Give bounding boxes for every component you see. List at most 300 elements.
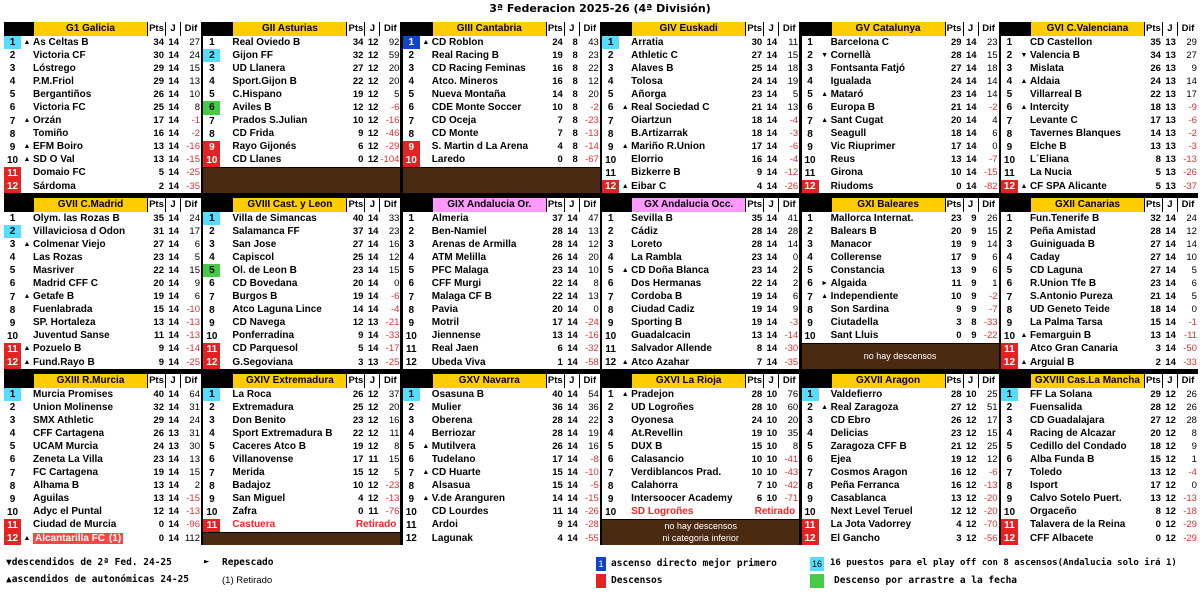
team-name (33, 454, 147, 466)
team-label: Orgaceño (1029, 506, 1077, 518)
descended-icon: ▼ (821, 51, 829, 59)
position: 4 (607, 76, 614, 88)
played: 14 (367, 212, 379, 224)
points: 28 (751, 225, 763, 237)
table-row (403, 453, 600, 466)
goal-difference: 13 (189, 75, 200, 87)
team-name (33, 415, 147, 427)
team-name (232, 304, 346, 316)
position: 2 (4, 225, 21, 238)
goal-difference: 15 (787, 49, 799, 61)
position: 5 (408, 441, 415, 453)
team-name (232, 441, 346, 453)
goal-difference: 5 (1191, 264, 1197, 276)
goal-difference: 2 (792, 278, 799, 290)
header-dif: Dif (979, 374, 999, 388)
team-name (33, 213, 147, 225)
repescado-icon: ► (821, 280, 829, 288)
position: 9 (807, 493, 813, 505)
points: 7 (557, 115, 563, 127)
team-label: Burgos B (232, 291, 278, 303)
table-row (203, 427, 400, 440)
goal-difference: -13 (186, 317, 200, 329)
position: 4 (9, 252, 16, 264)
points: 28 (1150, 225, 1161, 237)
points: 20 (950, 115, 962, 127)
team-label: La Roca (232, 388, 272, 400)
goal-difference: 6 (194, 291, 200, 303)
team-name (831, 76, 945, 88)
standings-rows (203, 36, 400, 167)
position: 6 (9, 454, 16, 466)
team-label: La Jota Vadorrey (830, 519, 912, 531)
group-table (602, 198, 799, 369)
goal-difference: -15 (983, 167, 998, 179)
team-label: Lóstrego (33, 62, 76, 74)
team-name (1030, 76, 1144, 88)
group-table (4, 374, 201, 545)
standings-grid (4, 22, 1198, 545)
header-dif: Dif (779, 198, 799, 212)
team-label: Villarreal B (1029, 88, 1083, 100)
team-name (232, 389, 346, 401)
position: 8 (209, 304, 215, 316)
points: 12 (950, 506, 962, 518)
goal-difference: 5 (194, 251, 200, 263)
played: 14 (1165, 225, 1176, 237)
team-name (831, 278, 945, 290)
table-row (203, 128, 400, 141)
team-label: Constancia (830, 264, 885, 276)
table-row (403, 506, 600, 519)
legend-playoff: 16 puestos para el play off con 8 ascensos(Andalucia solo irá 1) (830, 558, 1177, 568)
points: 24 (751, 75, 763, 87)
played: 10 (766, 454, 778, 466)
team-label: Fuenlabrada (33, 304, 93, 316)
team-label: Castuera (232, 519, 276, 531)
table-row (602, 493, 799, 506)
position: 10 (804, 154, 816, 166)
team-name (232, 506, 346, 518)
points: 17 (1150, 115, 1161, 127)
table-row (403, 277, 600, 290)
points: 17 (352, 454, 364, 466)
points: 13 (1150, 467, 1161, 479)
points: 13 (153, 154, 164, 166)
table-row (203, 453, 400, 466)
points: 28 (950, 49, 962, 61)
group-header (802, 198, 999, 212)
team-name (432, 76, 546, 88)
goal-difference: 28 (1186, 414, 1197, 426)
group-header (203, 198, 400, 212)
points: 18 (1150, 304, 1161, 316)
goal-difference: -35 (784, 356, 799, 368)
header-j: J (565, 198, 579, 212)
points: 0 (358, 506, 364, 518)
goal-difference: 24 (189, 49, 200, 61)
team-label: PFC Malaga (431, 264, 489, 276)
played: 14 (965, 154, 977, 166)
team-label: Cornellà (830, 49, 871, 61)
team-label: Alhama B (33, 480, 80, 492)
points: 23 (950, 427, 962, 439)
table-row (203, 251, 400, 264)
played: 10 (766, 414, 778, 426)
team-name (432, 291, 546, 303)
position: 6 (9, 102, 16, 114)
points: 3 (1155, 343, 1161, 355)
points: 6 (557, 343, 563, 355)
standings-rows (602, 212, 799, 369)
played: 12 (367, 62, 379, 74)
points: 15 (552, 480, 563, 492)
goal-difference: 14 (986, 75, 998, 87)
position: 1 (1006, 213, 1013, 224)
played: 14 (168, 532, 179, 544)
table-row (203, 212, 400, 225)
standings-rows (4, 388, 201, 545)
team-name (631, 252, 745, 264)
goal-difference: 12 (986, 454, 998, 466)
table-row (802, 330, 999, 343)
played: 13 (1165, 167, 1176, 179)
table-row (403, 388, 600, 401)
played: 14 (168, 506, 179, 518)
points: 29 (153, 62, 164, 74)
played: 13 (1165, 154, 1176, 166)
played: 14 (168, 62, 179, 74)
group-table (403, 22, 600, 193)
team-label: V.de Aranguren (431, 493, 505, 505)
team-name (33, 37, 147, 49)
played: 14 (965, 49, 977, 61)
team-name (432, 519, 546, 531)
goal-difference: -4 (789, 154, 799, 166)
group-table (1001, 198, 1198, 369)
position: 8 (807, 304, 813, 316)
table-row (802, 49, 999, 62)
header-pts: Pts (149, 199, 164, 210)
position: 5 (9, 89, 16, 101)
ascended-icon: ▲ (821, 90, 829, 98)
goal-difference: -10 (585, 467, 599, 479)
played: 14 (367, 291, 379, 303)
table-row (802, 277, 999, 290)
team-label: Adyc el Puntal (33, 506, 102, 518)
goal-difference: -3 (789, 128, 799, 140)
points: 0 (1155, 519, 1161, 531)
header-pts: Pts (547, 23, 563, 34)
points: 23 (153, 251, 164, 263)
points: 18 (1150, 440, 1161, 452)
played: 14 (367, 238, 379, 250)
position: 1 (807, 37, 813, 48)
goal-difference: 15 (986, 49, 998, 61)
goal-difference: -20 (983, 493, 998, 505)
points: 0 (158, 519, 164, 531)
position: 6 (807, 278, 813, 290)
played: 12 (965, 519, 977, 531)
points: 40 (552, 388, 563, 400)
standings-rows (203, 388, 400, 532)
group-table (802, 374, 999, 545)
team-label: CD Ebro (830, 414, 871, 426)
goal-difference: 0 (1191, 480, 1197, 492)
team-name (831, 454, 945, 466)
position: 3 (9, 239, 16, 251)
goal-difference: -7 (989, 154, 998, 166)
team-label: Mislata (1029, 62, 1064, 74)
position: 4 (1006, 76, 1013, 88)
team-name (1030, 50, 1144, 62)
goal-difference: -9 (1188, 102, 1197, 114)
team-name (831, 533, 945, 545)
team-label: EFM Boiro (33, 141, 83, 153)
table-row (802, 414, 999, 427)
played: 10 (766, 401, 778, 413)
position: 8 (607, 304, 614, 316)
position: 3 (607, 415, 614, 427)
played: 14 (567, 388, 578, 400)
team-name (1030, 317, 1144, 329)
header-dif: Dif (181, 22, 201, 36)
team-label: Next Level Teruel (830, 506, 913, 518)
table-row (802, 317, 999, 330)
position: 10 (405, 330, 417, 342)
table-row (403, 493, 600, 506)
points: 13 (153, 493, 164, 505)
goal-difference: -1 (191, 115, 200, 127)
position: 7 (408, 115, 415, 127)
goal-difference: -17 (385, 343, 400, 355)
table-row (403, 330, 600, 343)
played: 12 (1165, 532, 1176, 544)
table-row (4, 75, 201, 88)
table-row (1001, 115, 1198, 128)
team-label: SP. Hortaleza (33, 317, 96, 329)
team-label: Aviles B (232, 102, 272, 114)
table-row (602, 440, 799, 453)
position: 6 (1006, 454, 1013, 466)
played: 14 (567, 414, 578, 426)
goal-difference: 64 (189, 388, 200, 400)
team-label: Olym. las Rozas B (33, 212, 120, 224)
points: 13 (1150, 330, 1161, 342)
team-name (1030, 167, 1144, 179)
table-row (802, 141, 999, 154)
goal-difference: -28 (585, 519, 599, 531)
team-label: Intersoocer Academy (631, 493, 733, 505)
position: 3 (607, 239, 614, 251)
team-label: Elorrio (631, 154, 664, 166)
goal-difference: -15 (585, 493, 599, 505)
points: 27 (950, 401, 962, 413)
team-name (232, 252, 346, 264)
goal-difference: 0 (394, 278, 400, 290)
team-name (1030, 467, 1144, 479)
table-row (203, 401, 400, 414)
points: 9 (158, 343, 164, 355)
position: 6 (1006, 102, 1013, 114)
table-row (203, 101, 400, 114)
goal-difference: -50 (1183, 343, 1197, 355)
team-name (432, 357, 546, 369)
points: 4 (557, 141, 563, 153)
played: 14 (567, 493, 578, 505)
points: 9 (158, 356, 164, 368)
position: 4 (807, 76, 813, 88)
team-name (432, 330, 546, 342)
header-dif: Dif (1178, 22, 1198, 36)
points: 25 (751, 62, 763, 74)
points: 19 (153, 467, 164, 479)
points: 4 (756, 180, 763, 192)
team-name (232, 415, 346, 427)
team-name (33, 357, 147, 369)
goal-difference: 27 (189, 36, 200, 48)
points: 26 (552, 440, 563, 452)
goal-difference: 14 (986, 88, 998, 100)
group-header (1001, 22, 1198, 36)
ascended-icon: ▲ (621, 182, 629, 190)
team-label: Loreto (631, 238, 663, 250)
played: 14 (766, 115, 778, 127)
team-label: Extremadura (232, 401, 294, 413)
played: 14 (567, 278, 578, 290)
team-name (33, 506, 147, 518)
empty-slot (203, 168, 400, 193)
table-row (802, 115, 999, 128)
goal-difference: 8 (194, 102, 200, 114)
played: 12 (965, 401, 977, 413)
position: 5 (209, 441, 215, 453)
played: 14 (965, 102, 977, 114)
played: 14 (1165, 251, 1176, 263)
team-name (631, 441, 745, 453)
table-row (602, 401, 799, 414)
group-header (602, 198, 799, 212)
team-label: Caceres Atco B (232, 440, 306, 452)
header-dif: Dif (1178, 374, 1198, 388)
team-label: Delicias (830, 427, 869, 439)
team-name (33, 239, 147, 251)
played: 14 (168, 454, 179, 466)
team-name (232, 428, 346, 440)
team-label: El Gancho (830, 532, 881, 544)
team-label: Domaio FC (33, 167, 86, 179)
table-row (602, 480, 799, 493)
goal-difference: 18 (787, 62, 799, 74)
team-label: Tavernes Blanques (1029, 128, 1121, 140)
team-name (432, 278, 546, 290)
goal-difference: -55 (585, 532, 599, 544)
points: 34 (352, 36, 364, 48)
team-name (432, 239, 546, 251)
header-dif: Dif (580, 22, 600, 36)
table-row (403, 75, 600, 88)
played: 14 (965, 88, 977, 100)
table-row (203, 519, 400, 532)
no-descensos-note (802, 344, 999, 369)
points: 29 (153, 75, 164, 87)
table-row (802, 238, 999, 251)
points: 2 (158, 180, 164, 192)
played: 12 (965, 480, 977, 492)
team-label: CD Castellon (1029, 36, 1093, 48)
team-label: Calvo Sotelo Puert. (1029, 493, 1122, 505)
played: 14 (965, 75, 977, 87)
header-dif: Dif (1178, 198, 1198, 212)
position: 1 (602, 36, 619, 49)
table-row (403, 101, 600, 114)
table-row (203, 304, 400, 317)
played: 14 (567, 264, 578, 276)
team-label: FF La Solana (1029, 388, 1093, 400)
team-label: Fontsanta Fatjó (830, 62, 906, 74)
standings-rows (802, 36, 999, 193)
table-row (403, 532, 600, 545)
goal-difference: -22 (983, 330, 998, 342)
team-label: Ciudad de Murcia (33, 519, 117, 531)
ascended-icon: ▲ (422, 442, 430, 450)
goal-difference: 19 (588, 427, 599, 439)
goal-difference: 112 (184, 532, 200, 544)
goal-difference: 14 (1186, 75, 1197, 87)
ascended-icon: ▲ (821, 293, 829, 301)
position: 9 (203, 141, 220, 154)
goal-difference: 28 (787, 225, 799, 237)
header-dif: Dif (979, 22, 999, 36)
points: 11 (153, 330, 164, 342)
points: 26 (1150, 62, 1161, 74)
points: 0 (956, 330, 962, 342)
legend-ascendidos: ▲ascendidos de autonómicas 24-25 (6, 574, 190, 585)
team-name (631, 343, 745, 355)
table-row (403, 128, 600, 141)
table-row (602, 427, 799, 440)
points: 9 (358, 330, 364, 342)
standings-rows (4, 212, 201, 369)
goal-difference: -43 (784, 467, 799, 479)
goal-difference: -13 (385, 493, 400, 505)
played: 8 (572, 88, 578, 100)
played: 14 (766, 102, 778, 114)
goal-difference: 16 (388, 238, 400, 250)
team-label: Aldaia (1029, 75, 1060, 87)
position: 2 (1006, 50, 1013, 62)
played: 12 (367, 480, 379, 492)
points: 17 (751, 141, 763, 153)
header-pts: Pts (946, 199, 962, 210)
retired-tag: (1) (109, 532, 122, 544)
table-row (403, 225, 600, 238)
table-row (1001, 304, 1198, 317)
goal-difference: 8 (1191, 427, 1197, 439)
goal-difference: 8 (593, 278, 599, 290)
team-label: Bizkerre B (631, 167, 681, 179)
played: 14 (766, 343, 778, 355)
table-row (4, 225, 201, 238)
position: 10 (6, 154, 19, 166)
group-name: GXIII R.Murcia (34, 374, 147, 388)
goal-difference: -26 (585, 506, 599, 518)
goal-difference: -29 (1183, 532, 1197, 544)
team-label: Victoria CF (33, 49, 86, 61)
team-label: Pozuelo B (33, 343, 82, 355)
team-name (432, 115, 546, 127)
team-label: CF SPA Alicante (1029, 180, 1107, 192)
